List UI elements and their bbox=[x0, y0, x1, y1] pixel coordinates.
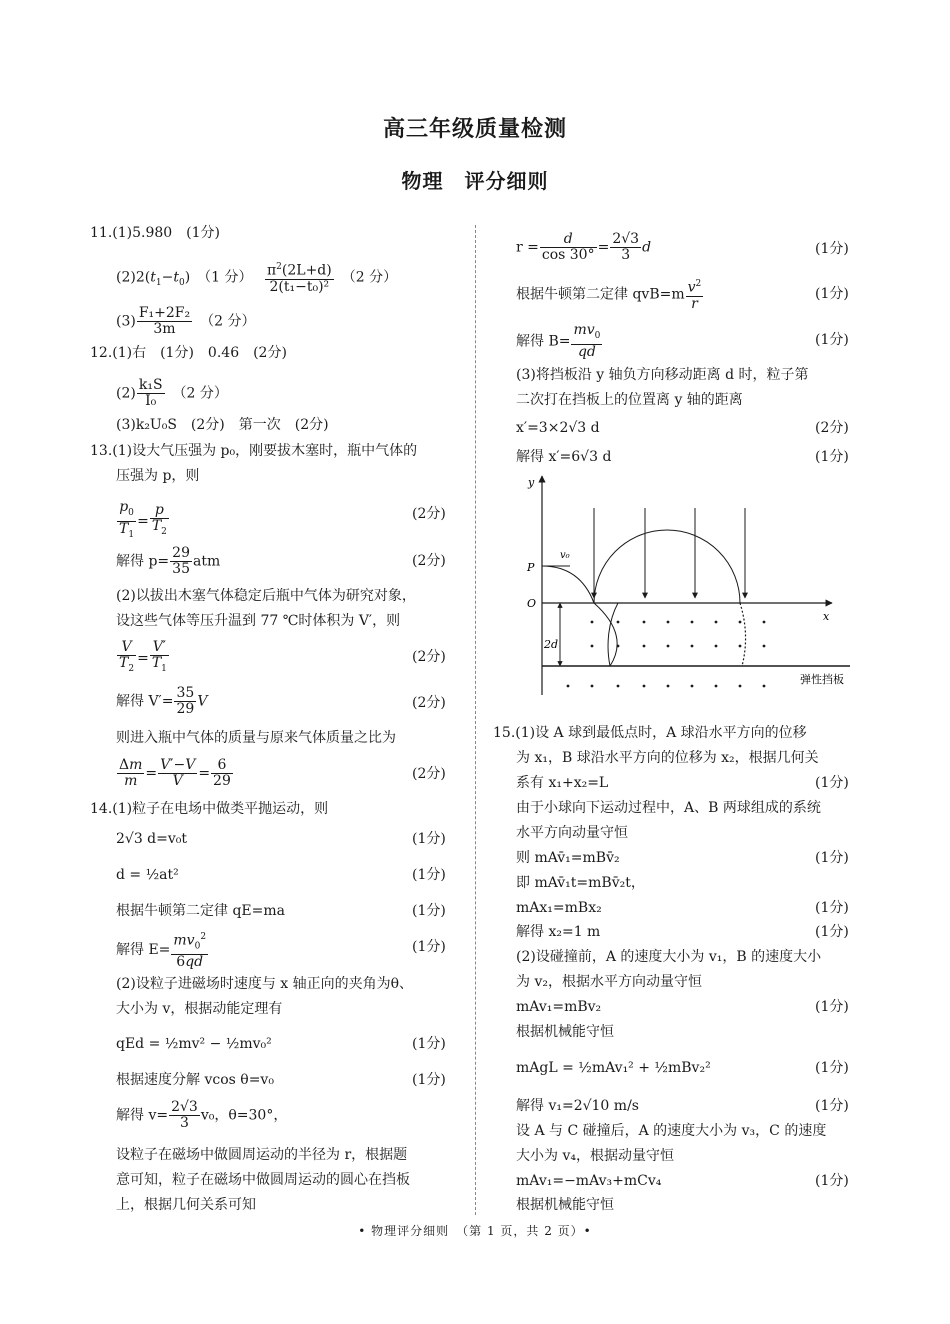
arc-1 bbox=[594, 530, 740, 603]
q15-line9: 解得 x₂=1 m bbox=[516, 924, 601, 940]
page-title: 高三年级质量检测 bbox=[382, 116, 567, 142]
score: (1分) bbox=[815, 850, 849, 866]
q14-line9: 根据速度分解 vcos θ=v₀ bbox=[116, 1072, 274, 1088]
origin-label: O bbox=[527, 597, 537, 610]
score: (1分) bbox=[412, 1036, 446, 1052]
q14-eq4: qEd = ½mv² − ½mv₀² bbox=[116, 1036, 272, 1052]
score: (1分) bbox=[815, 286, 849, 302]
q14-r5: 二次打在挡板上的位置离 y 轴的距离 bbox=[516, 392, 743, 408]
q15-line16: 设 A 与 C 碰撞后，A 的速度大小为 v₃，C 的速度 bbox=[516, 1123, 827, 1139]
q13-line9: 则进入瓶中气体的质量与原来气体质量之比为 bbox=[116, 730, 396, 746]
q15-line3: 系有 x₁+x₂=L bbox=[516, 775, 609, 791]
2d-label: 2d bbox=[544, 638, 559, 651]
q14-r2: 根据牛顿第二定律 qvB=m $\frac{v^2}{r}$ bbox=[516, 279, 702, 312]
score: (1分) bbox=[412, 1072, 446, 1088]
q15-line15: 解得 v₁=2√10 m/s bbox=[516, 1098, 639, 1114]
x-label: x bbox=[823, 610, 830, 623]
q15-line10: (2)设碰撞前，A 的速度大小为 v₁，B 的速度大小 bbox=[516, 949, 822, 965]
column-divider bbox=[475, 225, 476, 1215]
q13-eq5: $\frac{\Delta m}{m}$ = $\frac{V'-V}{V}$ = $\frac{6}{29}$ bbox=[119, 757, 231, 789]
score: (1分) bbox=[412, 903, 446, 919]
q14-eq2: d = ½at² bbox=[116, 867, 179, 883]
score: (1分) bbox=[815, 900, 849, 916]
score: (1分) bbox=[815, 775, 849, 791]
q13-line1: 13.(1)设大气压强为 p₀，刚要拔木塞时，瓶中气体的 bbox=[90, 443, 418, 459]
score: (2分) bbox=[815, 420, 849, 436]
q15-line19: 根据机械能守恒 bbox=[516, 1197, 614, 1213]
q14-line6: (2)设粒子进磁场时速度与 x 轴正向的夹角为θ、 bbox=[116, 976, 414, 992]
q12-line3: (3)k₂U₀S (2分) 第一次 (2分) bbox=[116, 417, 329, 433]
parabola-path bbox=[542, 566, 594, 603]
score: (1分) bbox=[815, 241, 849, 257]
q14-line11: 设粒子在磁场中做圆周运动的半径为 r，根据题 bbox=[116, 1147, 408, 1163]
score: (1分) bbox=[815, 332, 849, 348]
score: (1分) bbox=[815, 449, 849, 465]
q14-line12: 意可知，粒子在磁场中做圆周运动的圆心在挡板 bbox=[116, 1172, 410, 1188]
score: (2分) bbox=[412, 766, 446, 782]
page-footer: • 物理评分细则 （第 1 页，共 2 页）• bbox=[358, 1224, 592, 1238]
q15-line14: mAgL = ½mAv₁² + ½mBv₂² bbox=[516, 1060, 711, 1076]
q13-line5: (2)以拔出木塞气体稳定后瓶中气体为研究对象， bbox=[116, 588, 416, 604]
q15-line6: 则 mAv̄₁=mBv̄₂ bbox=[516, 850, 620, 866]
score: (2分) bbox=[412, 649, 446, 665]
q15-line7: 即 mAv̄₁t=mBv̄₂t， bbox=[516, 875, 645, 891]
score: (2分) bbox=[412, 506, 446, 522]
score: (1分) bbox=[815, 1098, 849, 1114]
q15-line4: 由于小球向下运动过程中，A、B 两球组成的系统 bbox=[516, 800, 821, 816]
score: (1分) bbox=[815, 1173, 849, 1189]
q15-line11: 为 v₂，根据水平方向动量守恒 bbox=[516, 974, 702, 990]
q13-eq4: 解得 V′= $\frac{35}{29}$ V bbox=[116, 685, 208, 717]
page-subtitle: 物理 评分细则 bbox=[401, 169, 549, 193]
q15-line12: mAv₁=mBv₂ bbox=[516, 999, 602, 1015]
q15-line1: 15.(1)设 A 球到最低点时，A 球沿水平方向的位移 bbox=[493, 725, 807, 741]
q11-line1: 11.(1)5.980 (1分) bbox=[90, 225, 221, 241]
q15-line2: 为 x₁，B 球沿水平方向的位移为 x₂，根据几何关 bbox=[516, 750, 819, 766]
q14-r7: 解得 x′=6√3 d bbox=[516, 449, 612, 465]
q12-line2: (2) $\frac{\text{k₁S}}{\text{I₀}}$ （2 分） bbox=[116, 377, 228, 409]
score: (1分) bbox=[412, 831, 446, 847]
q14-line13: 上，根据几何关系可知 bbox=[116, 1197, 256, 1213]
q14-r6: x′=3×2√3 d bbox=[516, 420, 600, 436]
y-label: y bbox=[528, 476, 535, 489]
q13-eq3: $\frac{V}{T_2}$ = $\frac{V'}{T_1}$ bbox=[119, 639, 167, 674]
q13-eq1: $\frac{p_0}{T_1}$ = $\frac{p}{T_2}$ bbox=[119, 499, 167, 540]
q15-line18: mAv₁=−mAv₃+mCv₄ bbox=[516, 1173, 662, 1189]
q14-eq3: 解得 E= $\frac{mv_0^2}{6qd}$ bbox=[116, 932, 207, 971]
score: (1分) bbox=[412, 867, 446, 883]
q13-eq2: 解得 p= $\frac{29}{35}$ atm bbox=[116, 545, 221, 577]
score: (1分) bbox=[815, 924, 849, 940]
arc-2 bbox=[608, 603, 618, 666]
q11-line3: (3) $\frac{\text{F₁+2F₂}}{3m}$ （2 分） bbox=[116, 305, 256, 337]
arc-4 bbox=[740, 603, 746, 666]
q15-line5: 水平方向动量守恒 bbox=[516, 825, 628, 841]
q11-line2: $(2)2(t_1-t_0)$ （1 分） $\frac{\pi^2(2L+d)}{\text{2(t₁−t₀)²}}$ （2 分） bbox=[116, 262, 398, 295]
score: (1分) bbox=[815, 1060, 849, 1076]
board-label: 弹性挡板 bbox=[800, 673, 844, 686]
score: (2分) bbox=[412, 695, 446, 711]
q13-line6: 设这些气体等压升温到 77 ℃时体积为 V′，则 bbox=[116, 613, 401, 629]
q14-r4: (3)将挡板沿 y 轴负方向移动距离 d 时，粒子第 bbox=[516, 367, 809, 383]
field-dots bbox=[567, 621, 766, 688]
q14-r3: 解得 B= $\frac{mv_0}{qd}$ bbox=[516, 322, 601, 360]
q14-eq5: 解得 v= $\frac{2√3}{3}$ v₀，θ=30°， bbox=[116, 1099, 288, 1131]
q15-line13: 根据机械能守恒 bbox=[516, 1024, 614, 1040]
q14-eq1: 2√3 d=v₀t bbox=[116, 831, 188, 847]
q11-fraction: $\frac{\pi^2(2L+d)}{\text{2(t₁−t₀)²}}$ bbox=[266, 262, 332, 295]
score: (2分) bbox=[412, 553, 446, 569]
q14-line4: 根据牛顿第二定律 qE=ma bbox=[116, 903, 285, 919]
score: (1分) bbox=[815, 999, 849, 1015]
q14-r1: r = $\frac{d}{\cos 30^\circ}$ = $\frac{2√3}{3}$ d bbox=[516, 231, 652, 263]
magnetic-field-diagram bbox=[510, 470, 870, 700]
q15-line17: 大小为 v₄，根据动量守恒 bbox=[516, 1148, 674, 1164]
q13-line2: 压强为 p，则 bbox=[116, 468, 200, 484]
p-label: P bbox=[527, 561, 535, 574]
v0-label: v₀ bbox=[560, 550, 570, 561]
q14-line1: 14.(1)粒子在电场中做类平抛运动，则 bbox=[90, 801, 329, 817]
q14-line7: 大小为 v，根据动能定理有 bbox=[116, 1001, 283, 1017]
score: (1分) bbox=[412, 939, 446, 955]
q15-line8: mAx₁=mBx₂ bbox=[516, 900, 602, 916]
q12-line1: 12.(1)右 (1分) 0.46 (2分) bbox=[90, 345, 287, 361]
